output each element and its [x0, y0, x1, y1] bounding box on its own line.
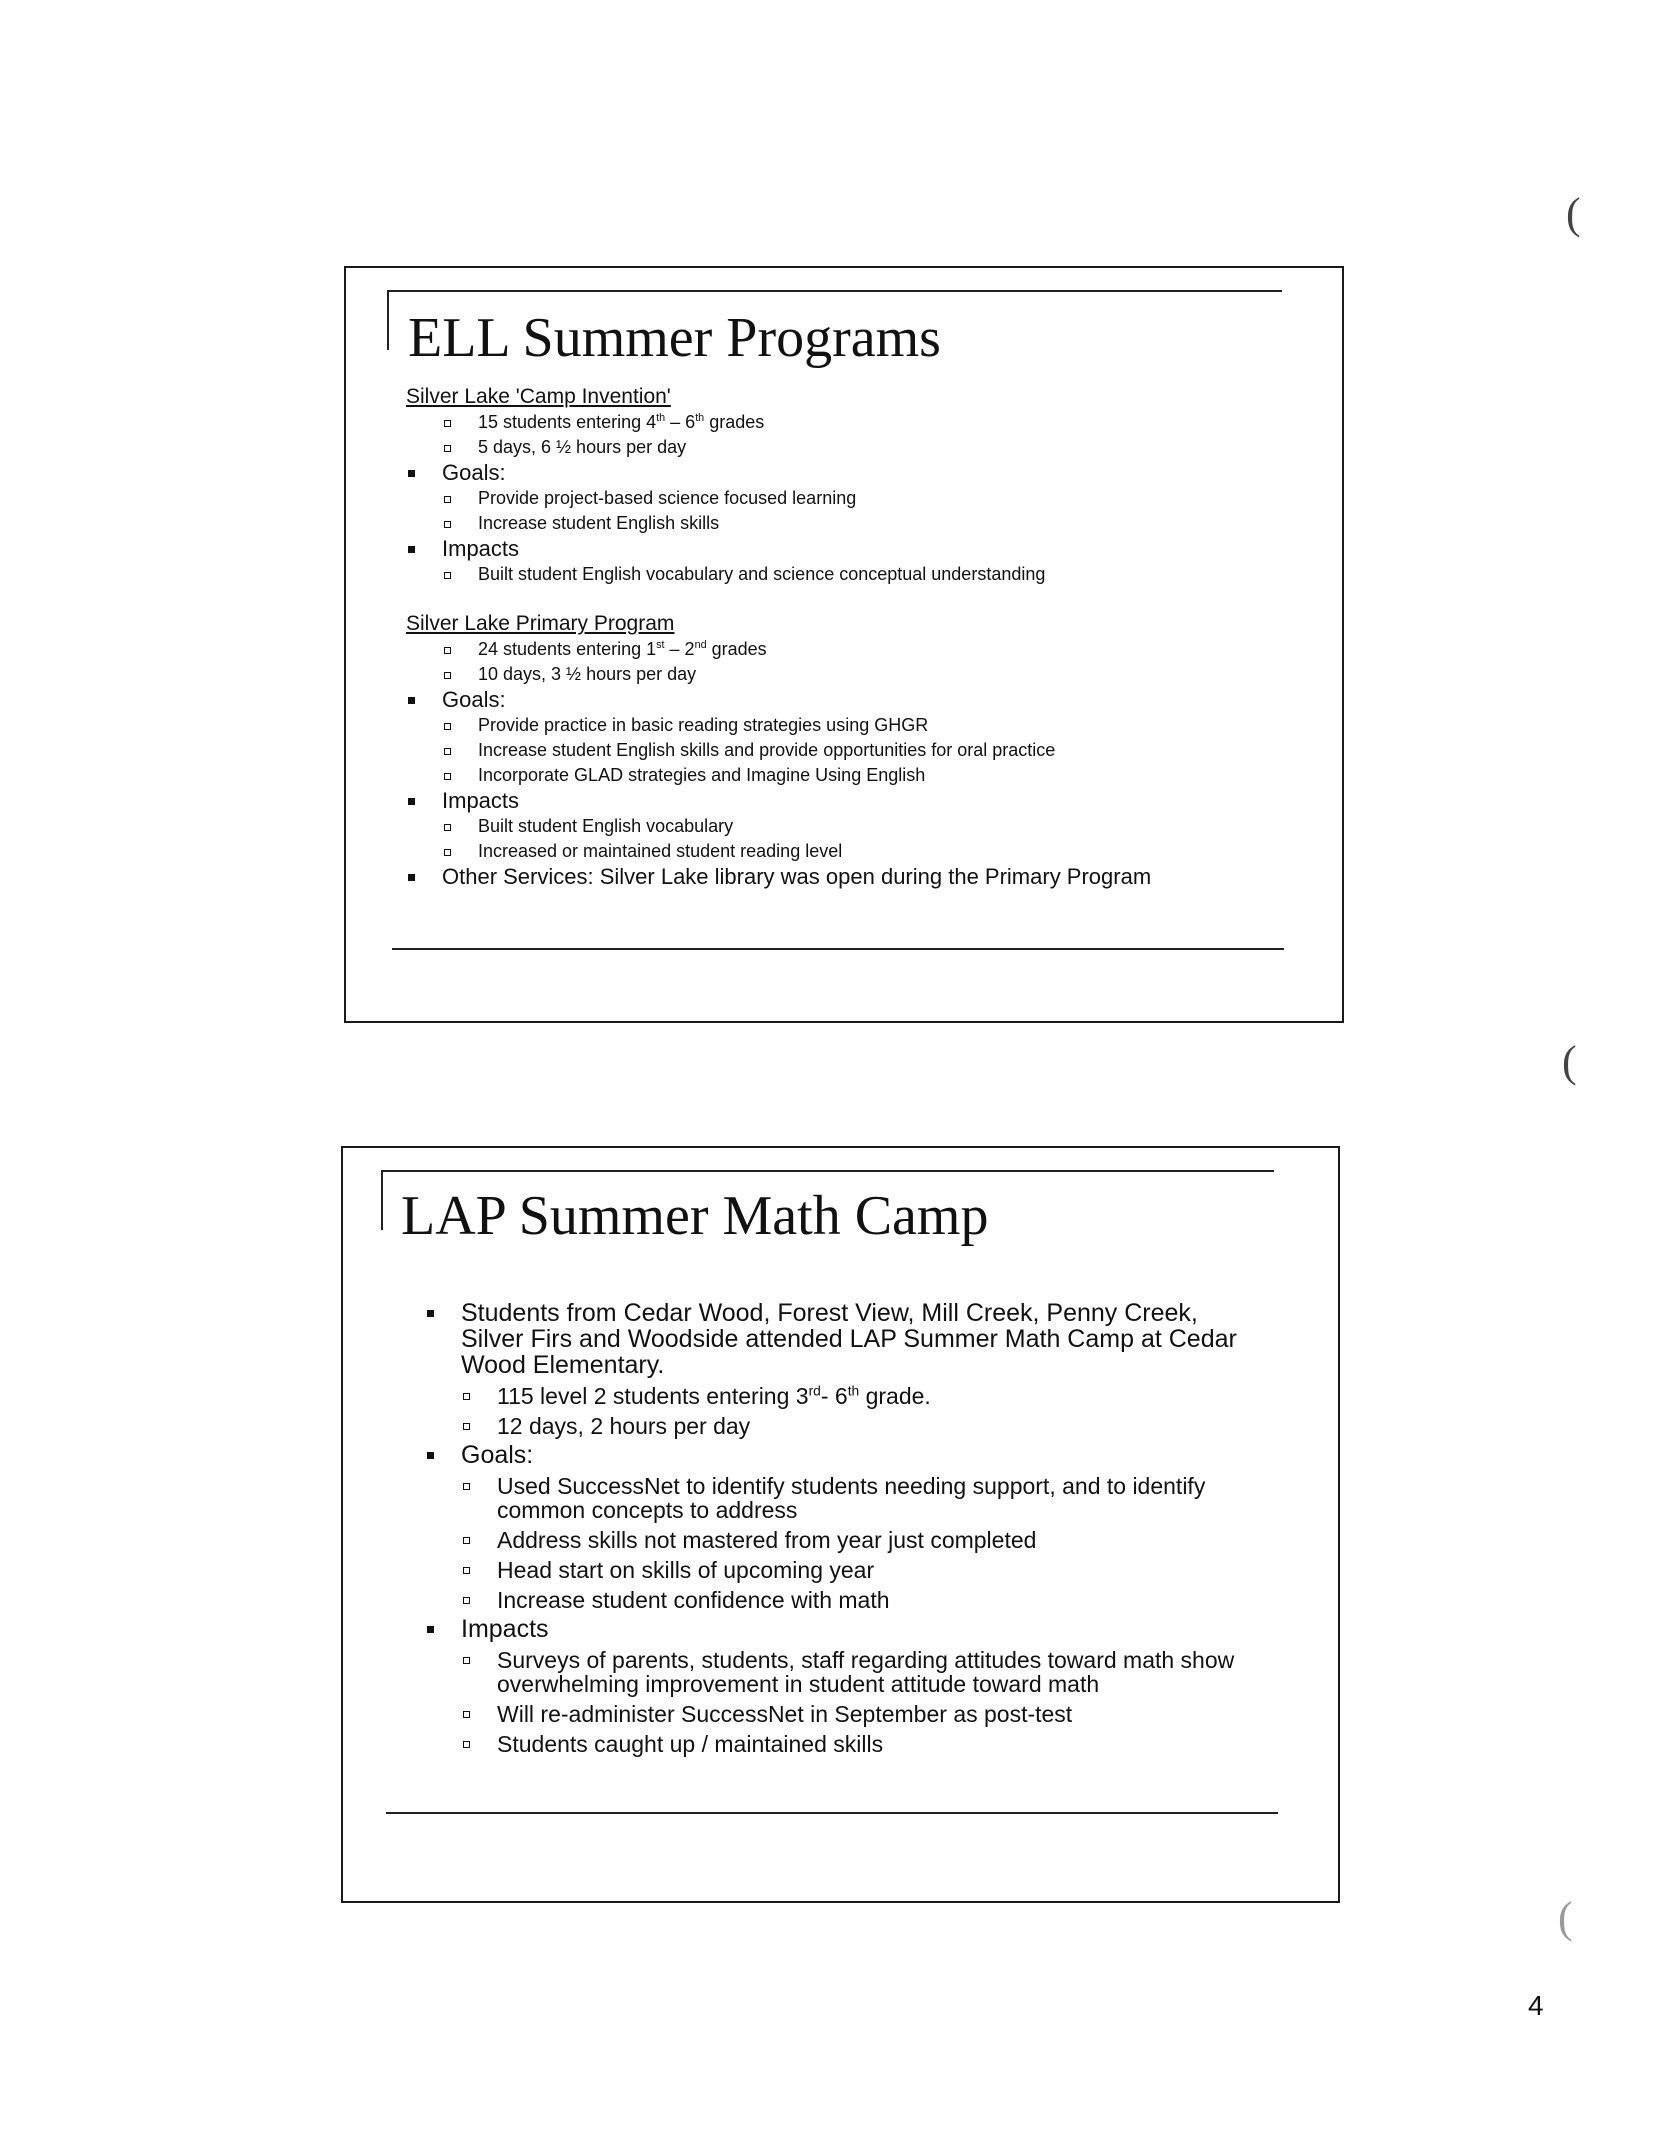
bullet-other-services: Other Services: Silver Lake library was open during the Primary Program — [406, 864, 1326, 890]
list-item: Surveys of parents, students, staff regarding attitudes toward math show overwhelming improvement in student attitude toward math — [403, 1648, 1317, 1696]
list-item: Will re-administer SuccessNet in September as post-test — [403, 1702, 1323, 1726]
slide-content — [406, 384, 1326, 890]
list-item: Provide practice in basic reading strategies using GHGR — [406, 713, 1326, 738]
bullet-impacts: Impacts — [406, 536, 1326, 562]
list-item: Used SuccessNet to identify students needing support, and to identify common concepts to address — [403, 1474, 1257, 1522]
title-rule — [381, 1170, 1274, 1172]
bullet-goals: Goals: — [403, 1442, 1323, 1468]
title-bar — [387, 290, 389, 350]
list-item: Increase student confidence with math — [403, 1588, 1323, 1612]
bullet-impacts: Impacts — [406, 788, 1326, 814]
bullet-goals: Goals: — [406, 460, 1326, 486]
list-item: Provide project-based science focused learning — [406, 486, 1326, 511]
list-item: Students caught up / maintained skills — [403, 1732, 1323, 1756]
list-item: 115 level 2 students entering 3rd- 6th grade. — [403, 1384, 1323, 1408]
list-item: 5 days, 6 ½ hours per day — [406, 435, 1326, 460]
list-item: 15 students entering 4th – 6th grades — [406, 410, 1326, 435]
list-item: Increase student English skills and provide opportunities for oral practice — [406, 738, 1326, 763]
slide-title: ELL Summer Programs — [408, 307, 941, 369]
list-item: Address skills not mastered from year just completed — [403, 1528, 1323, 1552]
bullet-intro: Students from Cedar Wood, Forest View, Mill Creek, Penny Creek, Silver Firs and Woodside attended LAP Summer Math Camp at Cedar Wood Elementary. — [403, 1300, 1261, 1378]
list-item: 12 days, 2 hours per day — [403, 1414, 1323, 1438]
bottom-rule — [386, 1812, 1278, 1814]
bottom-rule — [392, 948, 1284, 950]
slide-title: LAP Summer Math Camp — [401, 1185, 989, 1247]
bullet-impacts: Impacts — [403, 1616, 1323, 1642]
list-item: Built student English vocabulary — [406, 814, 1326, 839]
title-bar — [381, 1170, 383, 1230]
title-rule — [387, 290, 1282, 292]
list-item: Incorporate GLAD strategies and Imagine Using English — [406, 763, 1326, 788]
margin-mark: ( — [1566, 189, 1581, 238]
slide-lap-summer-math-camp — [341, 1146, 1340, 1903]
margin-mark: ( — [1562, 1037, 1577, 1086]
list-item: Head start on skills of upcoming year — [403, 1558, 1323, 1582]
section-heading: Silver Lake Primary Program — [406, 612, 675, 635]
bullet-goals: Goals: — [406, 687, 1326, 713]
slide-ell-summer-programs — [344, 266, 1344, 1023]
list-item: Built student English vocabulary and science conceptual understanding — [406, 562, 1326, 587]
list-item: Increase student English skills — [406, 511, 1326, 536]
page-number: 4 — [1528, 1990, 1544, 2021]
margin-mark: ( — [1558, 1893, 1573, 1942]
slide-content — [403, 1296, 1323, 1756]
list-item: 24 students entering 1st – 2nd grades — [406, 637, 1326, 662]
section-heading: Silver Lake 'Camp Invention' — [406, 385, 671, 408]
list-item: Increased or maintained student reading level — [406, 839, 1326, 864]
list-item: 10 days, 3 ½ hours per day — [406, 662, 1326, 687]
